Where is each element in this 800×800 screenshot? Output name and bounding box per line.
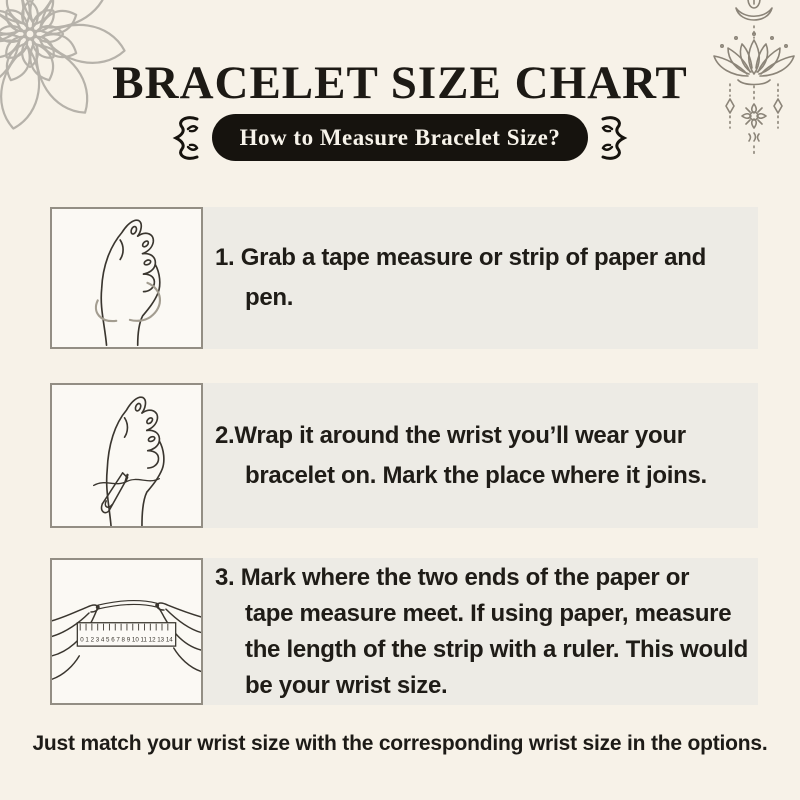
hand-marking-wrist-icon bbox=[52, 385, 201, 526]
footer-note: Just match your wrist size with the corresponding wrist size in the options. bbox=[32, 732, 768, 755]
step-3-line-2: tape measure meet. If using paper, measure bbox=[245, 599, 732, 627]
step-3-text bbox=[215, 558, 754, 705]
how-to-measure-badge: How to Measure Bracelet Size? bbox=[212, 114, 589, 161]
step-3-line-3: the length of the strip with a ruler. This would bbox=[245, 635, 748, 663]
pen-icon bbox=[102, 473, 128, 513]
step-2-text bbox=[215, 383, 754, 528]
step-3-line-1: 3. Mark where the two ends of the paper or bbox=[215, 563, 690, 591]
step-2-line-2: bracelet on. Mark the place where it joins. bbox=[245, 461, 707, 489]
page-title: BRACELET SIZE CHART bbox=[112, 57, 688, 109]
ruler-numbers: 0 1 2 3 4 5 6 7 8 9 10 11 12 13 14 bbox=[80, 637, 174, 644]
crescent-moon-icon bbox=[736, 0, 772, 20]
hand-with-bracelet-icon bbox=[52, 209, 201, 347]
step-1-line-2: pen. bbox=[245, 284, 294, 311]
step-1-text bbox=[215, 207, 754, 349]
step-2-row bbox=[50, 383, 758, 528]
step-3-row bbox=[50, 558, 758, 705]
ruler-icon bbox=[77, 623, 175, 646]
step-1-illustration bbox=[50, 207, 203, 349]
step-3-illustration bbox=[50, 558, 203, 705]
step-1-row bbox=[50, 207, 758, 349]
step-3-line-4: be your wrist size. bbox=[245, 671, 448, 699]
badge-row bbox=[0, 114, 800, 161]
hands-measuring-strip-icon bbox=[52, 560, 201, 703]
step-2-line-1: 2.Wrap it around the wrist you’ll wear your bbox=[215, 421, 686, 449]
step-1-line-1: 1. Grab a tape measure or strip of paper and bbox=[215, 244, 706, 271]
step-2-illustration bbox=[50, 383, 203, 528]
flourish-left-icon bbox=[168, 115, 202, 161]
flourish-right-icon bbox=[598, 115, 632, 161]
